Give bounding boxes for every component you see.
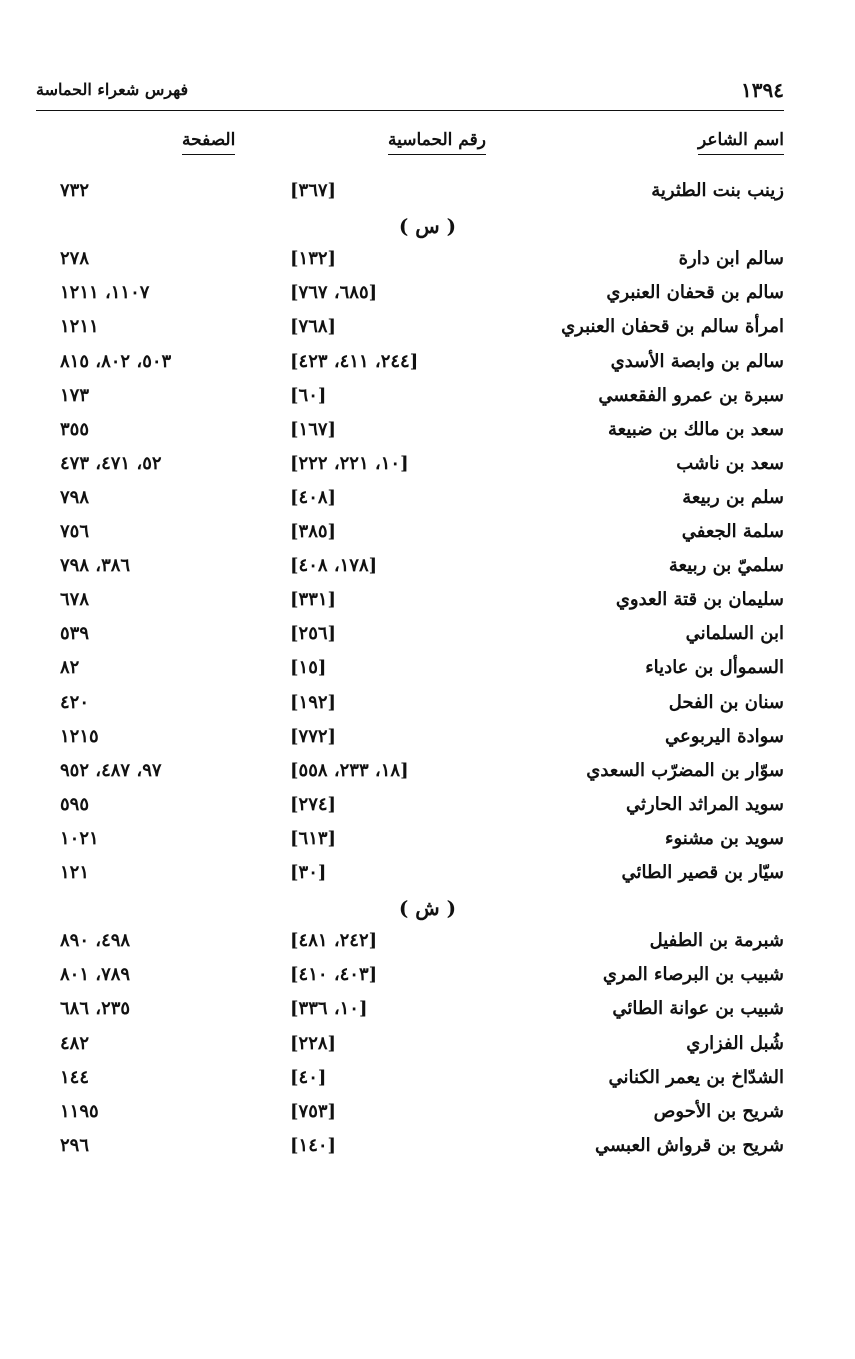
page-reference: ٧٣٢ xyxy=(60,180,90,201)
hamasa-number: [١٣٢] xyxy=(290,248,337,269)
poet-name: سبرة بن عمرو الفقعسي xyxy=(598,385,784,406)
hamasa-number: [٣٨٥] xyxy=(290,521,337,542)
hamasa-number: [٧٧٢] xyxy=(290,726,337,747)
column-header-hamasa-number: رقم الحماسية xyxy=(388,130,486,155)
poet-name: سليمان بن قتة العدوي xyxy=(615,589,784,610)
poet-name: امرأة سالم بن قحفان العنبري xyxy=(561,316,784,337)
poet-name: شُبل الفزاري xyxy=(686,1033,784,1054)
index-row xyxy=(0,657,855,691)
page-reference: ٤٨٢ xyxy=(60,1033,90,1054)
page-reference: ٣٨٦، ٧٩٨ xyxy=(60,555,131,576)
index-row xyxy=(0,623,855,657)
index-row xyxy=(0,248,855,282)
index-row xyxy=(0,521,855,555)
poet-name: شبيب بن عوانة الطائي xyxy=(612,998,784,1019)
page-reference: ٩٧، ٤٨٧، ٩٥٢ xyxy=(60,760,162,781)
page-reference: ٧٩٨ xyxy=(60,487,90,508)
poet-name: شبيب بن البرصاء المري xyxy=(602,964,784,985)
poet-name: سعد بن ناشب xyxy=(676,453,784,474)
hamasa-number: [٧٦٨] xyxy=(290,316,337,337)
poet-name: سالم ابن دارة xyxy=(678,248,784,269)
index-row xyxy=(0,487,855,521)
poet-name: سالم بن وابصة الأسدي xyxy=(610,351,784,372)
page-number: ١٣٩٤ xyxy=(741,78,784,102)
poet-name: شريح بن الأحوص xyxy=(653,1101,784,1122)
index-row xyxy=(0,419,855,453)
poet-name: زينب بنت الطثرية xyxy=(651,180,784,201)
index-row xyxy=(0,794,855,828)
hamasa-number: [٤٠٨] xyxy=(290,487,337,508)
index-row xyxy=(0,453,855,487)
page-reference: ٢٧٨ xyxy=(60,248,90,269)
hamasa-number: [٣٦٧] xyxy=(290,180,337,201)
index-row xyxy=(0,282,855,316)
column-header-page: الصفحة xyxy=(182,130,235,155)
index-row xyxy=(0,998,855,1032)
poet-name: سويد بن مشنوء xyxy=(665,828,784,849)
poet-name: السموأل بن عادياء xyxy=(645,657,784,678)
index-row xyxy=(0,692,855,726)
page-header xyxy=(36,78,784,104)
header-rule xyxy=(36,110,784,111)
page-reference: ٥٩٥ xyxy=(60,794,90,815)
page-reference: ١٤٤ xyxy=(60,1067,90,1088)
hamasa-number: [٣٣١] xyxy=(290,589,337,610)
index-row xyxy=(0,385,855,419)
hamasa-number: [٢٤٢، ٤٨١] xyxy=(290,930,378,951)
poet-name: سوّار بن المضرّب السعدي xyxy=(586,760,784,781)
page-reference: ٦٧٨ xyxy=(60,589,90,610)
page-reference: ٤٢٠ xyxy=(60,692,90,713)
poet-name: سالم بن قحفان العنبري xyxy=(606,282,784,303)
hamasa-number: [٢٧٤] xyxy=(290,794,337,815)
page-reference: ١٢١ xyxy=(60,862,90,883)
hamasa-number: [٢٥٦] xyxy=(290,623,337,644)
hamasa-number: [١٩٢] xyxy=(290,692,337,713)
hamasa-number: [٢٢٨] xyxy=(290,1033,337,1054)
hamasa-number: [١٤٠] xyxy=(290,1135,337,1156)
poet-name: سنان بن الفحل xyxy=(668,692,784,713)
hamasa-number: [١٠، ٣٣٦] xyxy=(290,998,368,1019)
hamasa-number: [٢٤٤، ٤١١، ٤٢٣] xyxy=(290,351,419,372)
index-row xyxy=(0,862,855,896)
page-reference: ١٢١١ xyxy=(60,316,99,337)
running-title: فهرس شعراء الحماسة xyxy=(36,80,189,99)
page-reference: ١١٩٥ xyxy=(60,1101,99,1122)
hamasa-number: [١٥] xyxy=(290,657,327,678)
index-row xyxy=(0,1033,855,1067)
page-reference: ١٧٣ xyxy=(60,385,90,406)
page-reference: ٨٢ xyxy=(60,657,80,678)
page-reference: ٧٥٦ xyxy=(60,521,90,542)
poet-name: سيّار بن قصير الطائي xyxy=(621,862,784,883)
index-row xyxy=(0,760,855,794)
index-row xyxy=(0,726,855,760)
hamasa-number: [٤٠] xyxy=(290,1067,327,1088)
page-reference: ٥٠٣، ٨٠٢، ٨١٥ xyxy=(60,351,172,372)
poet-name: سوادة اليربوعي xyxy=(665,726,784,747)
page-reference: ٣٥٥ xyxy=(60,419,90,440)
poet-name: سلم بن ربيعة xyxy=(682,487,784,508)
hamasa-number: [٦٠] xyxy=(290,385,327,406)
page-reference: ٢٩٦ xyxy=(60,1135,90,1156)
hamasa-number: [٦٨٥، ٧٦٧] xyxy=(290,282,378,303)
poet-name: سلمة الجعفي xyxy=(681,521,784,542)
page-reference: ٥٢، ٤٧١، ٤٧٣ xyxy=(60,453,162,474)
poet-name: شبرمة بن الطفيل xyxy=(649,930,784,951)
index-row xyxy=(0,555,855,589)
page-reference: ١٠٢١ xyxy=(60,828,99,849)
index-row xyxy=(0,1101,855,1135)
poet-name: الشدّاخ بن يعمر الكناني xyxy=(608,1067,784,1088)
hamasa-number: [٦١٣] xyxy=(290,828,337,849)
page-reference: ١١٠٧، ١٢١١ xyxy=(60,282,150,303)
index-row xyxy=(0,316,855,350)
hamasa-number: [١٧٨، ٤٠٨] xyxy=(290,555,378,576)
index-row xyxy=(0,589,855,623)
page-reference: ١٢١٥ xyxy=(60,726,99,747)
poet-name: سويد المراثد الحارثي xyxy=(626,794,784,815)
poet-name: ابن السلماني xyxy=(685,623,784,644)
column-header-poet: اسم الشاعر xyxy=(698,130,784,155)
page-reference: ٢٣٥، ٦٨٦ xyxy=(60,998,131,1019)
index-row xyxy=(0,828,855,862)
index-row xyxy=(0,964,855,998)
index-row xyxy=(0,1135,855,1169)
hamasa-number: [١٠، ٢٢١، ٢٢٢] xyxy=(290,453,409,474)
section-heading: ( ش ) xyxy=(398,896,457,920)
section-heading: ( س ) xyxy=(398,214,457,238)
index-row xyxy=(0,930,855,964)
poet-name: سلميّ بن ربيعة xyxy=(668,555,784,576)
hamasa-number: [١٨، ٢٣٣، ٥٥٨] xyxy=(290,760,409,781)
hamasa-number: [٤٠٣، ٤١٠] xyxy=(290,964,378,985)
page-reference: ٤٩٨، ٨٩٠ xyxy=(60,930,131,951)
hamasa-number: [٧٥٣] xyxy=(290,1101,337,1122)
page-reference: ٥٣٩ xyxy=(60,623,90,644)
index-row xyxy=(0,1067,855,1101)
index-row xyxy=(0,180,855,214)
hamasa-number: [١٦٧] xyxy=(290,419,337,440)
poet-name: شريح بن قرواش العبسي xyxy=(594,1135,784,1156)
index-row xyxy=(0,351,855,385)
hamasa-number: [٣٠] xyxy=(290,862,327,883)
page-reference: ٧٨٩، ٨٠١ xyxy=(60,964,131,985)
poet-name: سعد بن مالك بن ضبيعة xyxy=(608,419,784,440)
